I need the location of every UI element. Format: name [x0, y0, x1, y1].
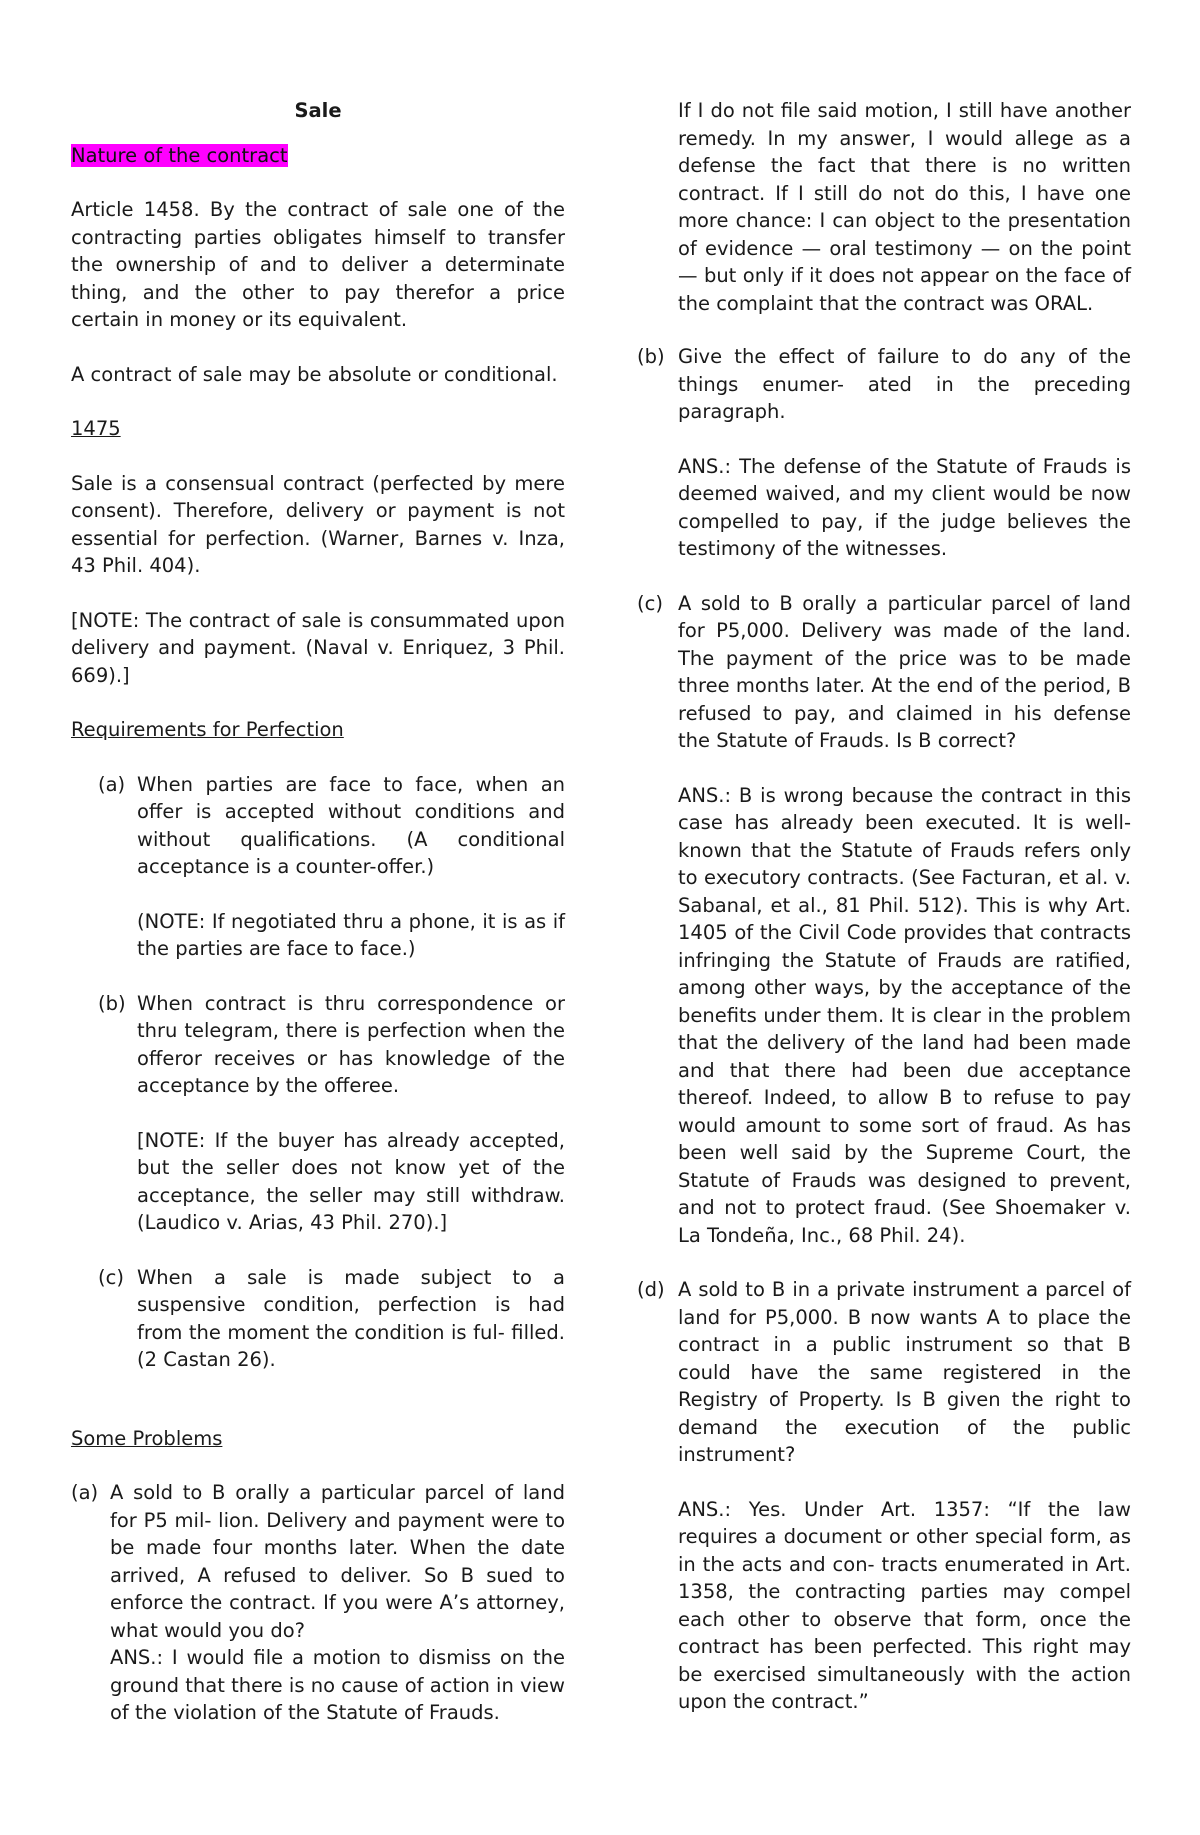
requirement-item: [71, 1264, 565, 1374]
problem-answer: ANS.: B is wrong because the contract in this case has already been executed. It is well- known that the Statute of Frauds refers only to executory contracts. (See Facturan, et al. v. Sabanal, et al., 81 Phil. 512). This is why Art. 1405 of the Civil Code provides that contracts infringing the Statute of Frauds are ratified, among other ways, by the acceptance of the benefits under them. It is clear in the problem that the delivery of the land had been made and that there had been due acceptance thereof. Indeed, to allow B to refuse to pay would amount to some sort of fraud. As has been well said by the Supreme Court, the Statute of Frauds was designed to prevent, and not to protect fraud. (See Shoemaker v. La Tondeña, Inc., 68 Phil. 24).: [678, 783, 1131, 1247]
note-consummated: [NOTE: The contract of sale is consummated upon delivery and payment. (Naval v. Enriquez, 3 Phil. 669).]: [71, 608, 565, 687]
requirement-label: (c): [98, 1265, 124, 1289]
requirement-label: (a): [98, 772, 126, 796]
absolute-conditional-text: A contract of sale may be absolute or conditional.: [71, 362, 558, 386]
section-heading-nature: Nature of the contract: [71, 143, 288, 167]
continuation-text: If I do not file said motion, I still have another remedy. In my answer, I would allege as a defense the fact that there is no written contract. If I still do not do this, I have one more chance: I can object to the presentation of evidence — oral testimony — on the point — but only if it does not appear on the face of the complaint that the contract was ORAL.: [678, 99, 1131, 315]
problem-item: [71, 1479, 565, 1727]
problems-heading: Some Problems: [71, 1426, 223, 1450]
requirement-item: [71, 990, 565, 1237]
problem-item: [637, 1276, 1131, 1716]
article-1458-text: Article 1458. By the contract of sale one of the contracting parties obligates himself to transfer the ownership of and to deliver a determinate thing, and the other to pay therefor a price certain in money or its equivalent.: [71, 198, 565, 331]
requirement-text: When contract is thru correspondence or thru telegram, there is perfection when the offeror receives or has knowledge of the acceptance by the offeree.: [137, 991, 565, 1097]
left-column: [71, 97, 565, 1754]
problem-answer: ANS.: I would file a motion to dismiss on the ground that there is no cause of action in view of the violation of the Statute of Frauds.: [110, 1646, 565, 1724]
article-ref-1475: 1475: [71, 417, 121, 440]
right-column: [637, 97, 1131, 1743]
requirement-text: When a sale is made subject to a suspensive condition, perfection is had from the moment the condition is ful- filled. (2 Castan 26).: [137, 1265, 565, 1371]
requirement-item: [71, 771, 565, 963]
problem-answer: ANS.: Yes. Under Art. 1357: “If the law requires a document or other special form, as in the acts and con- tracts enumerated in Art. 1358, the contracting parties may compel each other to observe that form, once the contract has been perfected. This right may be exercised simultaneously with the action upon the contract.”: [678, 1497, 1131, 1713]
requirement-note: [NOTE: If the buyer has already accepted, but the seller does not know yet of the acceptance, the seller may still withdraw. (Laudico v. Arias, 43 Phil. 270).]: [137, 1128, 565, 1234]
problem-item: [637, 343, 1131, 563]
problem-label: (a): [71, 1481, 99, 1504]
problem-question: A sold to B orally a particular parcel of land for P5,000. Delivery was made of the land. The payment of the price was to be made three months later. At the end of the period, B refused to pay, and claimed in his defense the Statute of Frauds. Is B correct?: [678, 591, 1131, 752]
page-title: Sale: [294, 99, 342, 122]
requirement-note: (NOTE: If negotiated thru a phone, it is as if the parties are face to face.): [137, 909, 565, 960]
requirement-text: When parties are face to face, when an offer is accepted without conditions and without qualifications. (A conditional acceptance is a counter-offer.): [137, 772, 565, 878]
consensual-contract-text: Sale is a consensual contract (perfected by mere consent). Therefore, delivery or payment is not essential for perfection. (Warner, Barnes v. Inza, 43 Phil. 404).: [71, 471, 565, 577]
problem-label: (b): [637, 345, 665, 368]
problem-question: A sold to B orally a particular parcel of land for P5 mil- lion. Delivery and payment were to be made four months later. When the date arrived, A refused to deliver. So B sued to enforce the contract. If you were A’s attorney, what would you do?: [110, 1481, 565, 1642]
requirements-heading: Requirements for Perfection: [71, 718, 344, 741]
continuation-block: [637, 97, 1131, 317]
problem-question: Give the effect of failure to do any of the things enumer- ated in the preceding paragraph.: [678, 345, 1131, 423]
problem-answer: ANS.: The defense of the Statute of Frauds is deemed waived, and my client would be now compelled to pay, if the judge believes the testimony of the witnesses.: [678, 454, 1131, 560]
problem-label: (d): [637, 1278, 665, 1301]
requirement-label: (b): [98, 991, 126, 1015]
problem-item: [637, 590, 1131, 1250]
problem-label: (c): [637, 591, 663, 615]
problem-question: A sold to B in a private instrument a parcel of land for P5,000. B now wants A to place the contract in a public instrument so that B could have the same registered in the Registry of Property. Is B given the right to demand the execution of the public instrument?: [678, 1278, 1131, 1466]
